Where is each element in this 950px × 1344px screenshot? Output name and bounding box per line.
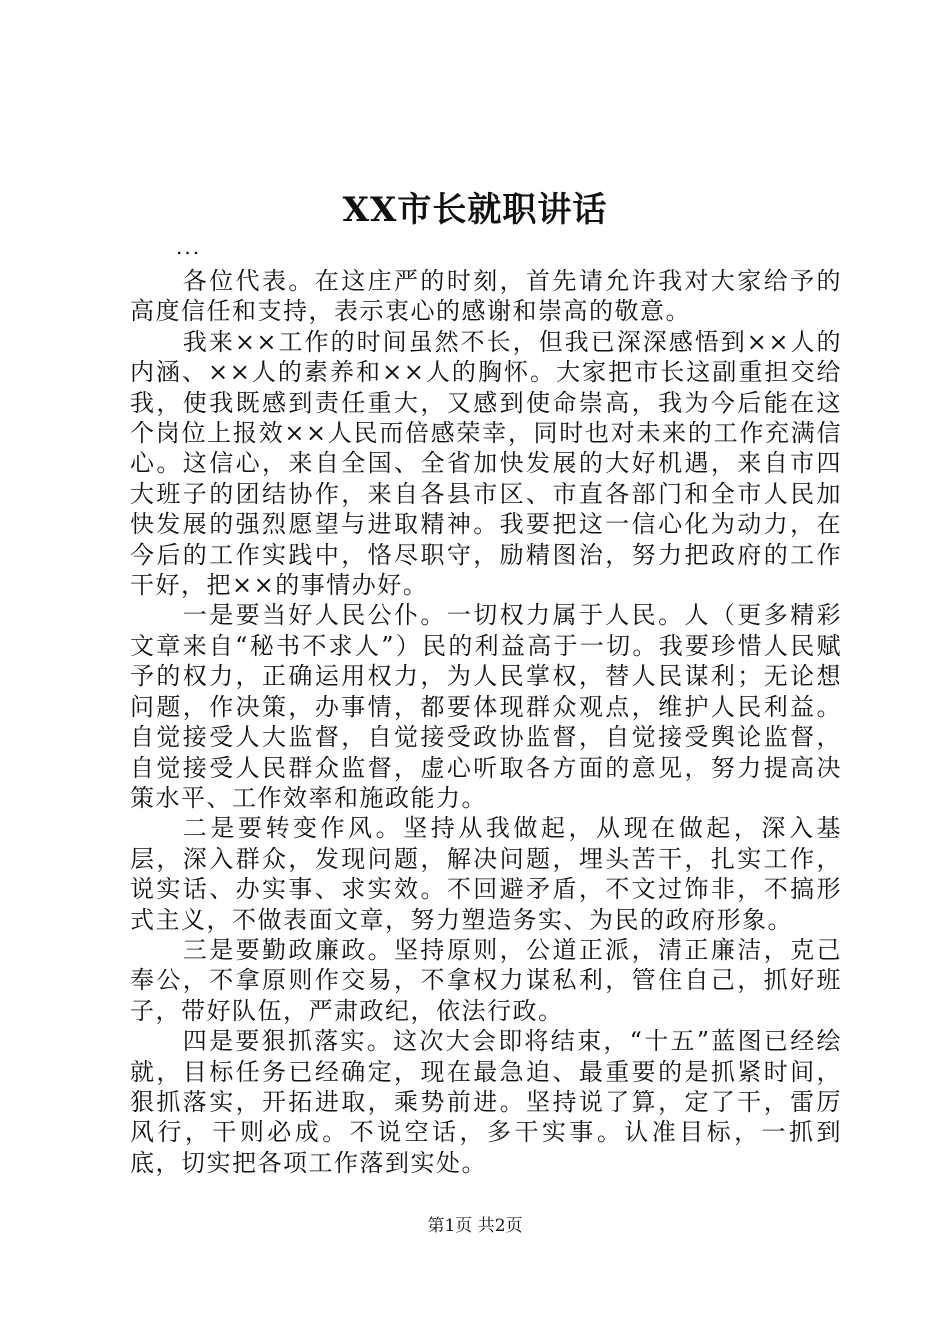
paragraph-point-two: 二是要转变作风。坚持从我做起，从现在做起，深入基层，深入群众，发现问题，解决问题，埋头苦干，扎实工作，说实话、办实事、求实效。不回避矛盾，不文过饰非，不搞形式主义，不做表面文章，努力塑造务实、为民的政府形象。: [130, 814, 842, 934]
paragraph-introduction: 我来××工作的时间虽然不长，但我已深深感悟到××人的内涵、××人的素养和××人的胸怀。大家把市长这副重担交给我，使我既感到责任重大，又感到使命崇高，我为今后能在这个岗位上报效××人民而倍感荣幸，同时也对未来的工作充满信心。这信心，来自全国、全省加快发展的大好机遇，来自市四大班子的团结协作，来自各县市区、市直各部门和全市人民加快发展的强烈愿望与进取精神。我要把这一信心化为动力，在今后的工作实践中，恪尽职守，励精图治，努力把政府的工作干好，把××的事情办好。: [130, 327, 842, 600]
document-title: XX市长就职讲话: [342, 190, 608, 230]
paragraph-point-four: 四是要狠抓落实。这次大会即将结束，“十五”蓝图已经绘就，目标任务已经确定，现在最急迫、最重要的是抓紧时间，狠抓落实，开拓进取，乘势前进。坚持说了算，定了干，雷厉风行，干则必成。不说空话，多干实事。认准目标，一抓到底，切实把各项工作落到实处。: [130, 1027, 842, 1177]
paragraph-point-one: 一是要当好人民公仆。一切权力属于人民。人（更多精彩文章来自“秘书不求人”）民的利益高于一切。我要珍惜人民赋予的权力，正确运用权力，为人民掌权，替人民谋利；无论想问题，作决策，办事情，都要体现群众观点，维护人民利益。自觉接受人大监督，自觉接受政协监督，自觉接受舆论监督，自觉接受人民群众监督，虚心听取各方面的意见，努力提高决策水平、工作效率和施政能力。: [130, 601, 842, 812]
paragraph-point-three: 三是要勤政廉政。坚持原则，公道正派，清正廉洁，克己奉公，不拿原则作交易，不拿权力谋私利，管住自己，抓好班子，带好队伍，严肃政纪，依法行政。: [130, 935, 842, 1025]
page-number-footer: 第1页 共2页: [427, 1216, 523, 1236]
ellipsis-marker: ...: [176, 235, 202, 259]
paragraph-greeting: 各位代表。在这庄严的时刻，首先请允许我对大家给予的高度信任和支持，表示衷心的感谢和崇高的敬意。: [130, 267, 842, 326]
document-body: [130, 266, 842, 1178]
